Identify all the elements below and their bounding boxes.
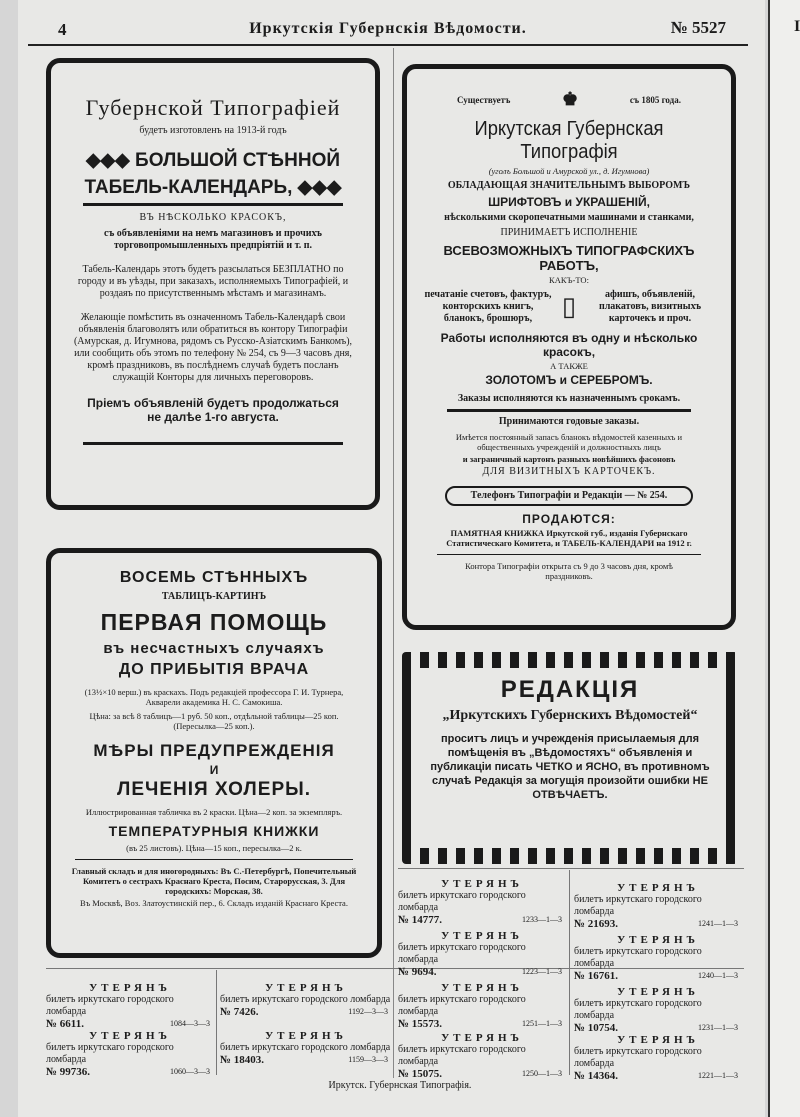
typography-ad: Существуетъ ♚ съ 1805 года. Иркутская Губернская Типографія (уголъ Большой и Амурской ул., д. Игумнова) ОБЛАДАЮЩАЯ ЗНАЧИТЕЛЬНЫМЪ ВЫБОРОМЪ ШРИФТОВЪ и УКРАШЕНІЙ, нѣсколькими скоропечатными машинами и станками, ПРИНИМАЕТЪ ИСПОЛНЕНІЕ ВСЕВОЗМОЖНЫХЪ ТИПОГРАФСКИХЪ РАБОТЪ, КАКЪ-ТО: печатаніе счетовъ, фактуръ, конторскихъ книгъ, бланокъ, брошюръ, ▯ афишъ, объявленій, плакатовъ, визитныхъ карточекъ и проч. Работы исполняются въ одну и нѣсколько красокъ, А ТАКЖЕ ЗОЛОТОМЪ и СЕРЕБРОМЪ. Заказы исполняются къ назначеннымъ срокамъ. Принимаются годовые заказы. Имѣется постоянный запасъ бланокъ вѣдомостей казенныхъ и общественныхъ учрежденій и должностныхъ лицъ и заграничный картонъ разныхъ новѣйшихъ фасоновъ ДЛЯ ВИЗИТНЫХЪ КАРТОЧЕКЪ. Телефонъ Типографіи и Редакціи — № 254. ПРОДАЮТСЯ: ПАМЯТНАЯ КНИЖКА Иркутской губ., изданія Губернскаго Статистическаго Комитета, и ТАБЕЛЬ-КАЛЕНДАРИ на 1912 г. Контора Типографіи открыта съ 9 до 3 часовъ дня, кромѣ праздниковъ. xyxy=(402,64,736,630)
page-number: 4 xyxy=(58,20,67,39)
redaction-heading: РЕДАКЦІЯ xyxy=(500,676,640,703)
divider xyxy=(83,203,343,206)
divider xyxy=(447,409,691,412)
calendar-ad: Губернской Типографіей будетъ изготовленъ на 1913-й годъ ◆◆◆ БОЛЬШОЙ СТѢННОЙ ТАБЕЛЬ-КАЛЕНДАРЬ, ◆◆◆ ВЪ НѢСКОЛЬКО КРАСОКЪ, съ объявленіями на немъ магазиновъ и прочихъ торговопромышленныхъ предпріятій и т. п. Табель-Календарь этотъ будетъ разсылаться БЕЗПЛАТНО по городу и въ уѣзды, при заказахъ, исполняемыхъ Типографіей, и роздаяъ по присутственнымъ мѣстамъ и магазинамъ. Желающіе помѣстить въ означенномъ Табель-Календарѣ свои объявленія благоволятъ или обратиться въ контору Типографіи (Амурская, д. Игумнова, рядомъ съ Русско-Азіатскимъ Банкомъ), или сообщить объ этомъ по телефону № 254, съ 9—3 часовъ дня, кромѣ праздниковъ, въ послѣднемъ случаѣ будетъ посланъ служащій Конторы для личныхъ переговоровъ. Пріемъ объявленій будетъ продолжаться не далѣе 1-го августа. xyxy=(46,58,380,510)
lost-notice: УТЕРЯНЪ билетъ иркутскаго городского ломбарда № 14777. 1233—1—3 xyxy=(398,878,562,926)
page-header xyxy=(28,16,748,46)
lost-notice: УТЕРЯНЪ билетъ иркутскаго городского ломбарда № 21693. 1241—1—3 xyxy=(574,882,738,930)
divider xyxy=(83,442,343,445)
lost-notice: УТЕРЯНЪ билетъ иркутскаго городского ломбарда № 15573. 1251—1—3 xyxy=(398,982,562,1030)
phone-banner: Телефонъ Типографіи и Редакціи — № 254. xyxy=(445,486,693,506)
typography-title: Иркутская Губернская Типографія xyxy=(474,118,664,163)
divider xyxy=(437,554,701,555)
lost-notice: УТЕРЯНЪ билетъ иркутскаго городского ломбарда № 14364. 1221—1—3 xyxy=(574,1034,738,1082)
issue-number: № 5527 xyxy=(670,18,726,37)
lost-notice: УТЕРЯНЪ билетъ иркутскаго городского ломбарда № 15075. 1250—1—3 xyxy=(398,1032,562,1080)
lost-notice: УТЕРЯНЪ билетъ иркутскаго городского ломбарда № 6611. 1084—3—3 xyxy=(46,982,210,1030)
eagle-emblem-icon: ♚ xyxy=(562,89,579,109)
lost-notice: УТЕРЯНЪ билетъ иркутскаго городского ломбарда № 18403. 1159—3—3 xyxy=(220,1030,391,1066)
printer-footer: Иркутск. Губернская Типографія. xyxy=(328,1080,472,1091)
next-page-edge: I xyxy=(768,0,800,1117)
lost-notice: УТЕРЯНЪ билетъ иркутскаго городского ломбарда № 10754. 1231—1—3 xyxy=(574,986,738,1034)
redaction-notice: РЕДАКЦІЯ „Иркутскихъ Губернскихъ Вѣдомостей“ проситъ лицъ и учрежденія присылаемыя для помѣщенія въ „Вѣдомостяхъ“ объявленія и публикаціи писать ЧЕТКО и ЯСНО, въ противномъ случаѣ Редакція за могущія произойти ошибки НЕ ОТВѢЧАЕТЪ. xyxy=(402,652,738,864)
column-divider xyxy=(393,48,394,1078)
ornament-icon: ▯ xyxy=(561,292,577,321)
lost-notice: УТЕРЯНЪ билетъ иркутскаго городского ломбарда № 99736. 1060—3—3 xyxy=(46,1030,210,1078)
lost-notice: УТЕРЯНЪ билетъ иркутскаго городского ломбарда № 7426. 1192—3—3 xyxy=(220,982,391,1018)
newspaper-title: Иркутскія Губернскія Вѣдомости. xyxy=(249,20,527,37)
first-aid-heading: ПЕРВАЯ ПОМОЩЬ xyxy=(100,609,328,635)
first-aid-tables-ad: ВОСЕМЬ СТѢННЫХЪ ТАБЛИЦЪ-КАРТИНЪ ПЕРВАЯ ПОМОЩЬ въ несчастныхъ случаяхъ ДО ПРИБЫТІЯ ВРАЧА (13½×10 верш.) въ краскахъ. Подъ редакціей профессора Г. И. Турнера, Акварели академика Н. С. Самокиша. Цѣна: за всѣ 8 таблицъ—1 руб. 50 коп., отдѣльной таблицы—25 коп. (Пересылка—25 коп.). МѢРЫ ПРЕДУПРЕЖДЕНІЯ И ЛЕЧЕНІЯ ХОЛЕРЫ. Иллюстрированная табличка въ 2 краски. Цѣна—2 коп. за экземпляръ. ТЕМПЕРАТУРНЫЯ КНИЖКИ (въ 25 листовъ). Цѣна—15 коп., пересылка—2 к. Главный складъ и для иногородныхъ: Въ С.-Петербургѣ, Попечительный Комитетъ о сестрахъ Краснаго Креста, Посим, Старорусская, 3. Для городскихъ: Морская, 38. Въ Москвѣ, Воз. Златоустинскій пер., 6. Складъ изданій Краснаго Креста. xyxy=(46,548,382,958)
calendar-ad-heading: Губернской Типографіей xyxy=(85,95,341,120)
lost-notice: УТЕРЯНЪ билетъ иркутскаго городского ломбарда № 16761. 1240—1—3 xyxy=(574,934,738,982)
lost-notice: УТЕРЯНЪ билетъ иркутскаго городского ломбарда № 9694. 1223—1—3 xyxy=(398,930,562,978)
divider xyxy=(75,859,353,860)
